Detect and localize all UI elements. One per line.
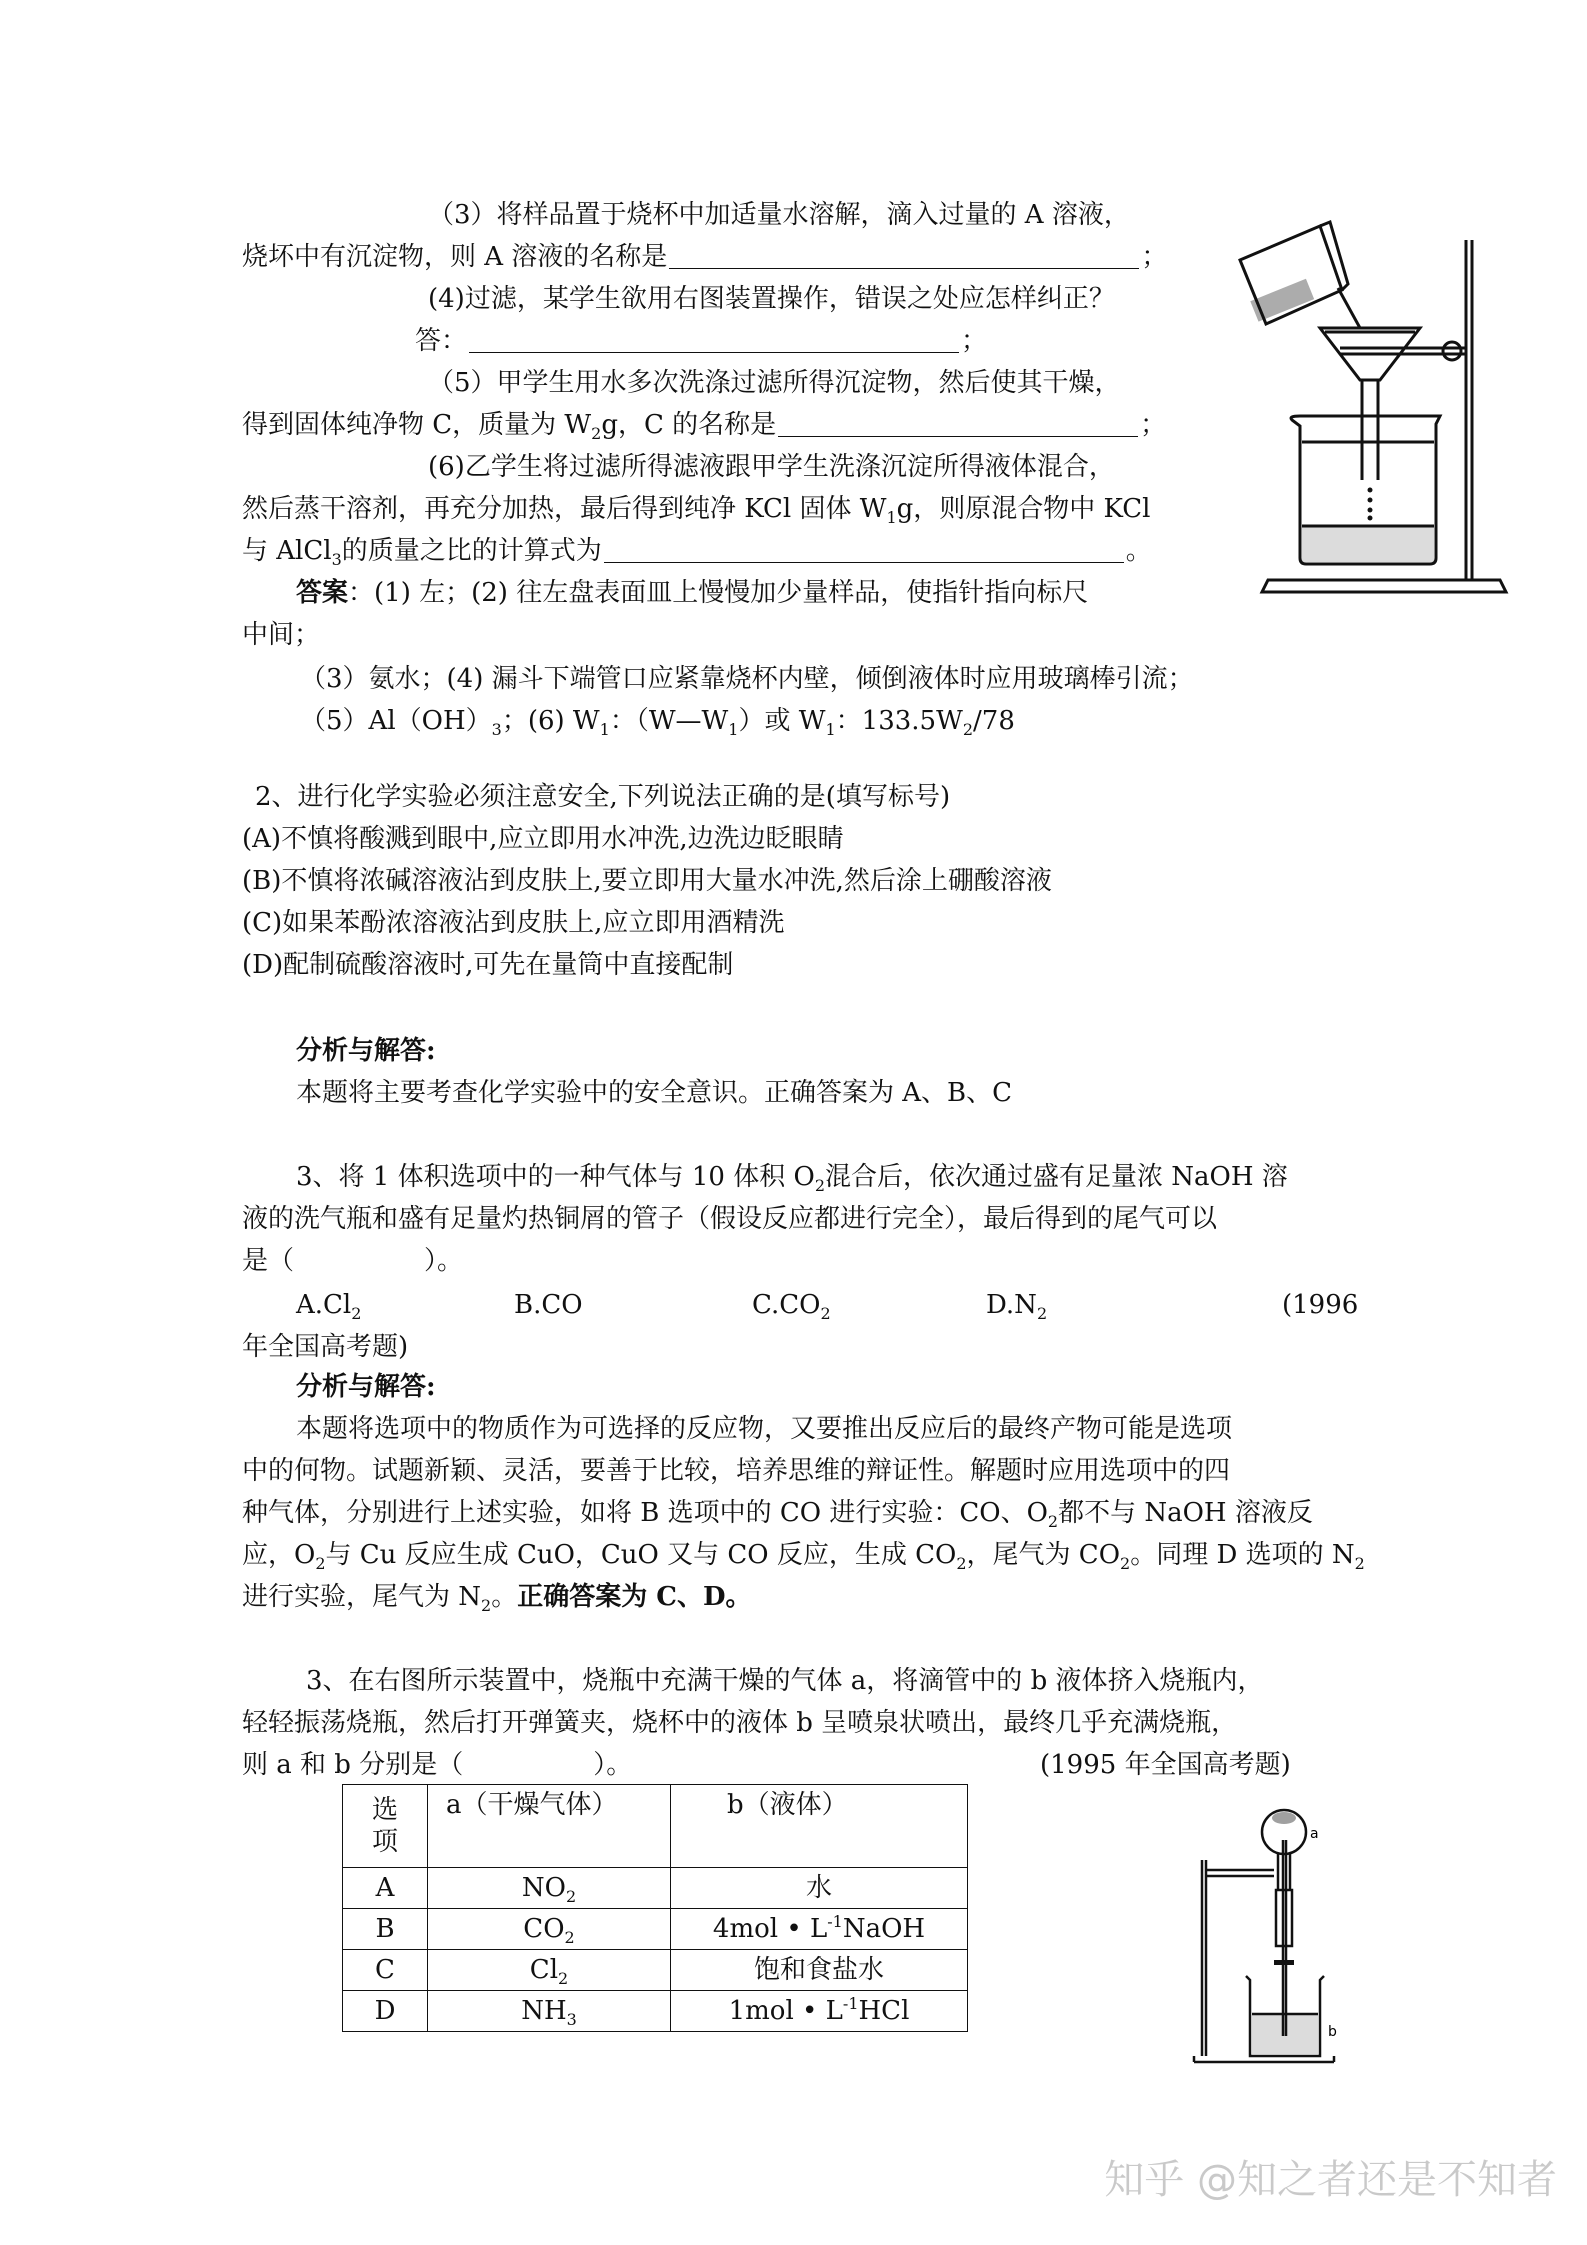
- analysis-text: ，尾气为 CO: [966, 1540, 1121, 1570]
- analysis-text: 与 Cu 反应生成 CuO，CuO 又与 CO 反应，生成 CO: [325, 1540, 957, 1570]
- q1-p3-line1: （3）将样品置于烧杯中加适量水溶解，滴入过量的 A 溶液，: [428, 200, 1130, 230]
- answer-part: ；(6) W: [501, 706, 600, 736]
- correct-answer: 正确答案为 C、D。: [517, 1582, 752, 1612]
- q1-p5-text-b: g，C 的名称是: [601, 410, 777, 440]
- q1-p5-end: ；: [1140, 410, 1167, 440]
- q1-p6-line3: [242, 534, 1152, 568]
- answer-part: ：133.5W: [835, 706, 963, 736]
- q3-analysis-line3: [242, 1496, 1313, 1530]
- zhihu-watermark: 知乎 @知之者还是不知者: [1104, 2157, 1557, 2203]
- row-option: C: [343, 1950, 428, 1991]
- table-row: [343, 1909, 968, 1950]
- header-gas: a（干燥气体）: [428, 1785, 671, 1868]
- q1-answer-line4: [300, 704, 1015, 738]
- q3-option-a: [296, 1288, 361, 1322]
- subscript: 2: [962, 720, 974, 739]
- subscript: 2: [481, 1596, 492, 1615]
- q1-p3-end: ；: [1141, 242, 1168, 272]
- analysis-text: 。同理 D 选项的 N: [1130, 1540, 1355, 1570]
- subscript: 2: [1354, 1554, 1365, 1573]
- gas-text: NH: [521, 1996, 567, 2026]
- subscript: 2: [315, 1554, 326, 1573]
- subscript: 1: [886, 508, 897, 527]
- row-gas: [428, 1909, 671, 1950]
- subscript: 1: [825, 720, 836, 739]
- row-gas: [428, 1950, 671, 1991]
- q3-option-c: [752, 1288, 831, 1322]
- liquid-text: 饱和食盐水: [753, 1955, 884, 1985]
- answer-label: 答案: [296, 578, 349, 608]
- subscript: 2: [814, 1176, 825, 1195]
- gas-text: Cl: [529, 1955, 559, 1985]
- q4-line3: 则 a 和 b 分别是（ ）。: [242, 1750, 633, 1780]
- analysis-text: 进行实验，尾气为 N: [242, 1582, 482, 1612]
- q1-p6-text-d: 的质量之比的计算式为: [341, 536, 602, 566]
- answer-part: /78: [973, 706, 1015, 736]
- q1-p4-line2: [415, 324, 987, 358]
- table-row: [343, 1950, 968, 1991]
- q3-text: 混合后，依次通过盛有足量浓 NaOH 溶: [825, 1162, 1288, 1192]
- answer-text: ：(1) 左；(2) 往左盘表面皿上慢慢加少量样品，使指针指向标尺: [348, 578, 1089, 608]
- q1-p5-line2: [242, 408, 1166, 442]
- q1-answer-line3: （3）氨水；(4) 漏斗下端管口应紧靠烧杯内壁，倾倒液体时应用玻璃棒引流；: [300, 664, 1194, 694]
- q3-analysis-title: 分析与解答:: [296, 1372, 436, 1402]
- q3-text: 3、将 1 体积选项中的一种气体与 10 体积 O: [296, 1162, 815, 1192]
- liquid-text: 4mol • L: [712, 1914, 828, 1944]
- row-gas: [428, 1991, 671, 2032]
- q3-line1: [296, 1160, 1288, 1194]
- q1-p5-line1: （5）甲学生用水多次洗涤过滤所得沉淀物，然后使其干燥，: [428, 368, 1121, 398]
- row-gas: [428, 1868, 671, 1909]
- analysis-text: 应，O: [242, 1540, 316, 1570]
- table-row: [343, 1991, 968, 2032]
- q2-analysis-title: 分析与解答:: [296, 1036, 436, 1066]
- row-liquid: [671, 1868, 968, 1909]
- q2-option-c: (C)如果苯酚浓溶液沾到皮肤上,应立即用酒精洗: [242, 908, 785, 938]
- answer-part: ）或 W: [738, 706, 826, 736]
- row-option: A: [343, 1868, 428, 1909]
- q1-p5-text-a: 得到固体纯净物 C，质量为 W: [242, 410, 592, 440]
- liquid-text: 水: [805, 1873, 832, 1903]
- q3-source-b: 年全国高考题): [242, 1332, 409, 1362]
- header-liquid: b（液体）: [671, 1785, 968, 1868]
- q3-line2: 液的洗气瓶和盛有足量灼热铜屑的管子（假设反应都进行完全），最后得到的尾气可以: [242, 1204, 1218, 1234]
- answer-blank-6[interactable]: [604, 536, 1124, 563]
- row-liquid: [671, 1991, 968, 2032]
- header-text: 项: [371, 1827, 398, 1857]
- q3-option-b: B.CO: [514, 1290, 583, 1320]
- q2-option-d: (D)配制硫酸溶液时,可先在量筒中直接配制: [242, 950, 734, 980]
- row-option: B: [343, 1909, 428, 1950]
- gas-text: CO: [523, 1914, 565, 1944]
- q3-analysis-line4: [242, 1538, 1365, 1572]
- q2-option-a: (A)不慎将酸溅到眼中,应立即用水冲洗,边洗边眨眼睛: [242, 824, 844, 854]
- row-liquid: [671, 1909, 968, 1950]
- q1-p4-line1: (4)过滤，某学生欲用右图装置操作，错误之处应怎样纠正？: [428, 284, 1115, 314]
- subscript: 2: [1047, 1512, 1059, 1531]
- filtration-apparatus-figure: [1230, 220, 1520, 600]
- q2-stem: 2、进行化学实验必须注意安全,下列说法正确的是(填写标号): [255, 782, 951, 812]
- analysis-text: 都不与 NaOH 溶液反: [1058, 1498, 1313, 1528]
- answer-blank-3[interactable]: [669, 242, 1139, 269]
- answer-blank-4[interactable]: [469, 326, 959, 353]
- subscript: 1: [728, 720, 739, 739]
- q1-p6-text-c: 与 AlCl: [242, 536, 332, 566]
- row-option: D: [343, 1991, 428, 2032]
- q1-p4-end: ；: [961, 326, 988, 356]
- subscript: 2: [820, 1304, 831, 1323]
- q1-answer-line1: [296, 576, 1088, 610]
- subscript: 3: [566, 2010, 577, 2029]
- subscript: 2: [558, 1969, 569, 1988]
- table-row: [343, 1868, 968, 1909]
- row-liquid: [671, 1950, 968, 1991]
- options-table: [342, 1784, 968, 2032]
- option-text: A.Cl: [296, 1290, 352, 1320]
- q1-p3-text: 烧坏中有沉淀物，则 A 溶液的名称是: [242, 242, 668, 272]
- gas-text: NO: [521, 1873, 566, 1903]
- q4-source: (1995 年全国高考题): [1040, 1750, 1291, 1780]
- liquid-text: NaOH: [842, 1914, 926, 1944]
- superscript: -1: [842, 1994, 859, 2013]
- subscript: 3: [491, 720, 502, 739]
- q3-analysis-line2: 中的何物。试题新颖、灵活，要善于比较，培养思维的辩证性。解题时应用选项中的四: [242, 1456, 1231, 1486]
- liquid-text: 1mol • L: [728, 1996, 843, 2026]
- subscript: 2: [1036, 1304, 1048, 1323]
- subscript: 2: [1120, 1554, 1131, 1573]
- q1-p6-text-b: g，则原混合物中 KCl: [896, 494, 1151, 524]
- subscript: 2: [956, 1554, 967, 1573]
- superscript: -1: [827, 1912, 843, 1931]
- q1-p6-line1: (6)乙学生将过滤所得滤液跟甲学生洗涤沉淀所得液体混合，: [428, 452, 1115, 482]
- answer-part: ：（W—W: [609, 706, 729, 736]
- answer-blank-5[interactable]: [778, 410, 1138, 437]
- fountain-apparatus-figure: [1188, 1800, 1348, 2070]
- option-text: C.CO: [752, 1290, 821, 1320]
- q1-answer-line2: 中间；: [242, 620, 321, 650]
- option-text: D.N: [986, 1290, 1037, 1320]
- table-header-row: [343, 1785, 968, 1868]
- analysis-text: 种气体，分别进行上述实验，如将 B 选项中的 CO 进行实验：CO、O: [242, 1498, 1048, 1528]
- q3-line3: 是（ ）。: [242, 1246, 464, 1276]
- subscript: 2: [351, 1304, 362, 1323]
- liquid-text: HCl: [858, 1996, 910, 2026]
- q1-p6-end: 。: [1125, 536, 1152, 566]
- subscript: 2: [591, 424, 602, 443]
- answer-part: （5）Al（OH）: [300, 706, 492, 736]
- header-text: 选: [371, 1795, 398, 1825]
- subscript: 1: [599, 720, 610, 739]
- subscript: 3: [331, 550, 342, 569]
- q1-p3-line2: [242, 240, 1167, 274]
- subscript: 2: [564, 1928, 575, 1947]
- q3-analysis-line1: 本题将选项中的物质作为可选择的反应物，又要推出反应后的最终产物可能是选项: [296, 1414, 1233, 1444]
- q1-p6-text-a: 然后蒸干溶剂，再充分加热，最后得到纯净 KCl 固体 W: [242, 494, 887, 524]
- fig-label-a: a: [1310, 1826, 1319, 1842]
- q2-option-b: (B)不慎将浓碱溶液沾到皮肤上,要立即用大量水冲洗,然后涂上硼酸溶液: [242, 866, 1052, 896]
- q2-analysis: 本题将主要考查化学实验中的安全意识。正确答案为 A、B、C: [296, 1078, 1013, 1108]
- q3-option-d: [986, 1288, 1047, 1322]
- q1-p6-line2: [242, 492, 1150, 526]
- subscript: 2: [565, 1887, 577, 1906]
- q4-line2: 轻轻振荡烧瓶，然后打开弹簧夹，烧杯中的液体 b 呈喷泉状喷出，最终几乎充满烧瓶，: [242, 1708, 1238, 1738]
- q3-source-a: (1996: [1282, 1290, 1359, 1320]
- q1-p4-answer-label: 答：: [415, 326, 468, 356]
- q3-analysis-line5: [242, 1580, 752, 1614]
- fig-label-b: b: [1328, 2024, 1337, 2040]
- header-option: [343, 1785, 428, 1868]
- q4-line1: 3、在右图所示装置中，烧瓶中充满干燥的气体 a，将滴管中的 b 液体挤入烧瓶内，: [306, 1666, 1264, 1696]
- analysis-text: 。: [491, 1582, 518, 1612]
